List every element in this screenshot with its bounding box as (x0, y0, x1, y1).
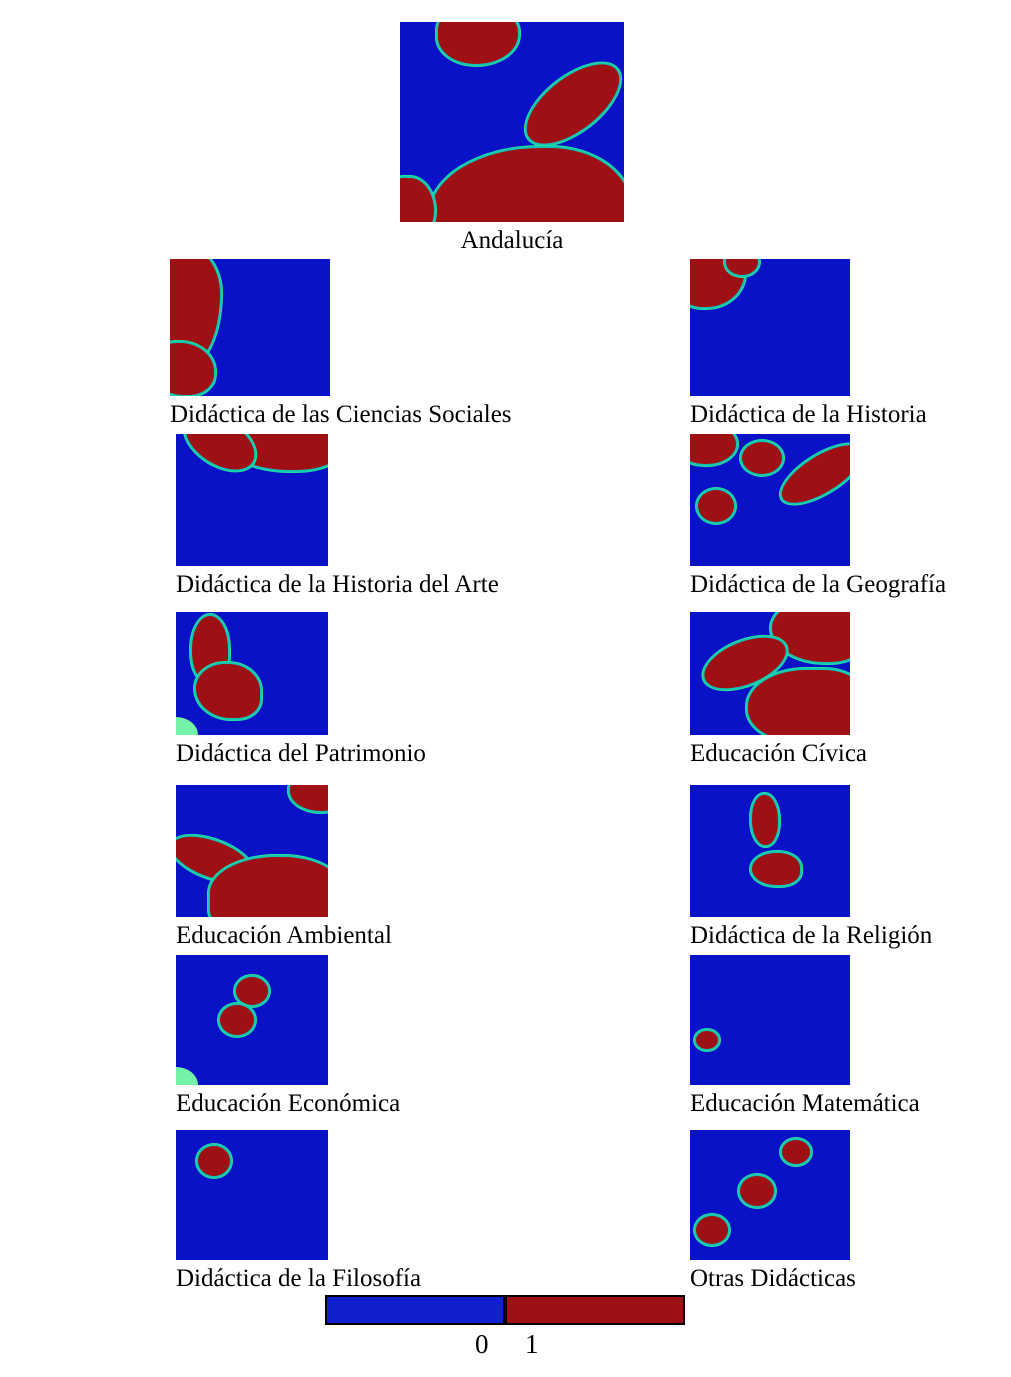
panel-caption: Educación Cívica (690, 740, 868, 767)
map-ciencias-sociales (170, 259, 330, 396)
colorbar-tick-labels (325, 1325, 685, 1359)
region-blob (782, 1140, 810, 1164)
map-otras (690, 1130, 850, 1260)
panel-andalucia (400, 22, 624, 255)
panel-filosofia (176, 1130, 421, 1293)
panel-ciencias-sociales (170, 259, 512, 429)
panel-caption: Educación Matemática (690, 1090, 920, 1117)
panel-religion (690, 785, 932, 950)
panel-otras (690, 1130, 856, 1293)
region-blob (690, 434, 736, 464)
panel-patrimonio (176, 612, 426, 768)
panel-caption: Didáctica de la Filosofía (176, 1265, 422, 1292)
panel-caption: Didáctica de las Ciencias Sociales (170, 401, 512, 428)
region-blob (696, 1031, 718, 1049)
map-andalucia (400, 22, 624, 222)
panel-caption: Didáctica de la Religión (690, 922, 933, 949)
colorbar-swatch-1 (505, 1295, 685, 1325)
region-blob (752, 795, 778, 845)
map-matematica (690, 955, 850, 1085)
map-civica (690, 612, 850, 735)
colorbar-tick-1: 1 (525, 1329, 539, 1359)
region-blob (290, 785, 328, 811)
colorbar-legend (325, 1295, 685, 1359)
region-blob (236, 977, 268, 1005)
panel-historia-arte (176, 434, 499, 599)
panel-caption: Didáctica de la Historia del Arte (176, 571, 499, 598)
colorbar-bars (325, 1295, 685, 1325)
map-historia (690, 259, 850, 396)
panel-matematica (690, 955, 920, 1118)
map-religion (690, 785, 850, 917)
region-blob (696, 1216, 728, 1244)
panel-caption: Didáctica de la Historia (690, 401, 927, 428)
region-blob (400, 178, 434, 222)
region-blob (196, 664, 260, 718)
region-blob (748, 670, 850, 735)
panel-caption: Otras Didácticas (690, 1265, 856, 1292)
colorbar-tick-0: 0 (475, 1329, 489, 1359)
region-blob (220, 1005, 254, 1035)
region-blob (740, 1176, 774, 1206)
panel-historia (690, 259, 927, 429)
map-ambiental (176, 785, 328, 917)
panel-economica (176, 955, 400, 1118)
panel-geografia (690, 434, 946, 599)
colorbar-swatch-0 (325, 1295, 505, 1325)
region-blob (514, 50, 624, 159)
map-economica (176, 955, 328, 1085)
green-corner-marker (176, 717, 198, 735)
panel-caption: Educación Económica (176, 1090, 401, 1117)
region-blob (430, 148, 624, 222)
panel-caption: Didáctica de la Geografía (690, 571, 947, 598)
panel-caption: Didáctica del Patrimonio (176, 740, 426, 767)
panel-caption: Andalucía (460, 227, 564, 254)
map-filosofia (176, 1130, 328, 1260)
region-blob (198, 1146, 230, 1176)
region-blob (176, 434, 264, 481)
region-blob (742, 442, 782, 474)
region-blob (752, 853, 800, 885)
panel-ambiental (176, 785, 392, 950)
region-blob (773, 434, 850, 513)
region-blob (698, 490, 734, 522)
map-geografia (690, 434, 850, 566)
panel-caption: Educación Ambiental (176, 922, 392, 949)
region-blob (170, 343, 214, 395)
map-historia-arte (176, 434, 328, 566)
green-corner-marker (176, 1067, 198, 1085)
map-patrimonio (176, 612, 328, 735)
region-blob (438, 22, 518, 64)
panel-civica (690, 612, 867, 768)
